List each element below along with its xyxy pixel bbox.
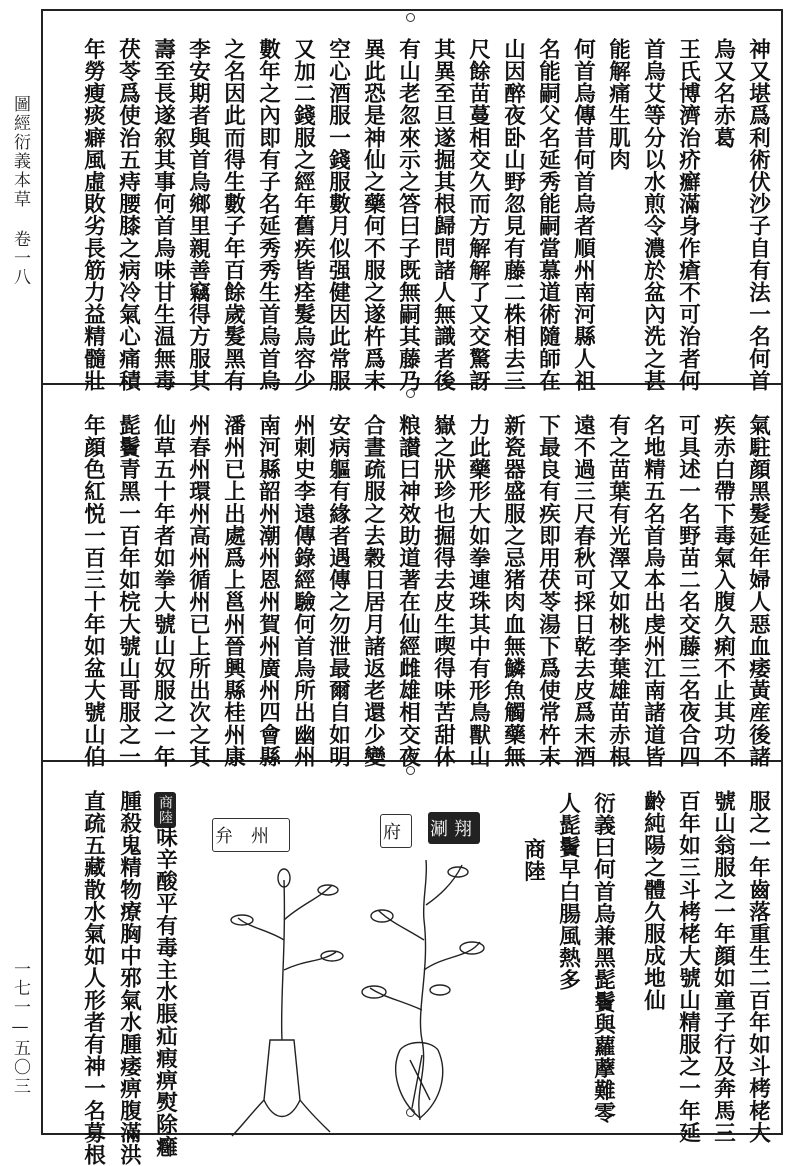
- text-column: 齡純陽之體久服成地仙: [640, 790, 666, 1011]
- text-column: 年勞瘦痰癖風虛敗劣長筋力益精髓壯: [80, 38, 106, 392]
- illustration-label: 弁州: [212, 818, 290, 852]
- text-column: 年顔色紅悦一百三十年如盆大號山伯: [80, 414, 106, 768]
- text-column: 人髭鬢早白腸風熱多: [555, 792, 581, 991]
- text-column: 山因醉夜卧山野忽見有藤二株相去三: [500, 38, 526, 392]
- text-column: 首烏艾等分以水煎令濃於盆內洗之甚: [640, 38, 666, 392]
- text-column: 腫殺鬼精物療胸中邪氣水腫痿痹腹滿洪: [116, 790, 142, 1166]
- text-column: 州刺史李遠傳錄經驗何首烏所出幽州: [290, 414, 316, 768]
- text-column: 又加二錢服之經年舊疾皆痊髮烏容少: [290, 38, 316, 392]
- text-column: 百年如三斗栲栳大號山精服之一年延: [675, 790, 701, 1144]
- text-column: 遠不過三尺春秋可採日乾去皮爲末酒: [570, 414, 596, 768]
- text-column: 仙草五十年者如拳大號山奴服之一年: [150, 414, 176, 768]
- panel-middle: [60, 414, 771, 768]
- text-column: 氣駐顔黑髮延年婦人惡血痿黃産後諸: [745, 414, 771, 768]
- text-column: 直疏五藏散水氣如人形者有神一名募根: [80, 790, 106, 1166]
- text-column: 名地精五名首烏本出虔州江南諸道皆: [640, 414, 666, 768]
- page-number: 一七一—五〇三: [10, 960, 30, 1096]
- text-column: 王氏博濟治疥癬滿身作瘡不可治者何: [675, 38, 701, 392]
- text-column: 可具述一名野苗二名交藤三名夜合四: [675, 414, 701, 768]
- text-column: 何首烏傳昔何首烏者順州南河縣人祖: [570, 38, 596, 392]
- illustration-label: 涮翔: [428, 812, 480, 844]
- text-column: 力此藥形大如拳連珠其中有形鳥獸山: [465, 414, 491, 768]
- panel-top: [60, 38, 771, 392]
- text-column: 名能嗣父名延秀能嗣當慕道術隨師在: [535, 38, 561, 392]
- text-column: 服之一年齒落重生二百年如斗栲栳大: [745, 790, 771, 1144]
- text-column: 有之苗葉有光澤又如桃李葉雄苗赤根: [605, 414, 631, 768]
- text-column: 合晝疏服之去穀日居月諸返老還少變: [360, 414, 386, 768]
- text-column: 其異至旦遂掘其根歸問諸人無識者後: [430, 38, 456, 392]
- text-column: 州春州環州高州循州已上所出次之其: [185, 414, 211, 768]
- text-column: 之名因此而得生數子年百餘歲髮黑有: [220, 38, 246, 392]
- text-column: 疾赤白帶下毒氣入腹久痢不止其功不: [710, 414, 736, 768]
- text-column: 粮讃曰神效助道著在仙經雌雄相交夜: [395, 414, 421, 768]
- text-column: 尺餘苗蔓相交久而方解解了又交驚訝: [465, 38, 491, 392]
- text-column: 髭鬢青黑一百年如梡大號山哥服之一: [115, 414, 141, 768]
- text-column: 有山老忽來示之答曰子既無嗣其藤乃: [395, 38, 421, 392]
- binding-hole: [406, 13, 415, 22]
- text-column: 味辛酸平有毒主水脹疝瘕痹熨除癰: [152, 826, 178, 1158]
- text-column: 烏又名赤葛: [710, 38, 736, 149]
- text-column: 空心酒服一錢服數月似强健因此常服: [325, 38, 351, 392]
- book-title: 圖經衍義本草: [10, 95, 30, 209]
- panel-bottom: [60, 790, 771, 1166]
- volume-label: 卷一八: [10, 230, 30, 287]
- text-column: 嶽之狀珍也掘得去皮生喫得味苦甜休: [430, 414, 456, 768]
- text-column: 茯苓爲使治五痔腰膝之病冷氣心痛積: [115, 38, 141, 392]
- text-column: 異此恐是神仙之藥何不服之遂杵爲末: [360, 38, 386, 392]
- text-column: 南河縣韶州潮州恩州賀州廣州四會縣: [255, 414, 281, 768]
- section-tag: 商陸: [154, 792, 176, 828]
- text-column: 壽至長遂叙其事何首烏味甘生温無毒: [150, 38, 176, 392]
- text-column: 衍義曰何首烏兼黑髭鬢與蘿藦難零: [590, 792, 616, 1124]
- text-column: 潘州已上出處爲上邕州晉興縣桂州康: [220, 414, 246, 768]
- plant-illustration-right: [350, 850, 500, 1130]
- text-column: 數年之內即有子名延秀秀生首烏首烏: [255, 38, 281, 392]
- text-column: 下最良有疾即用茯苓湯下爲使常杵末: [535, 414, 561, 768]
- text-column: 李安期者與首烏鄉里親善竊得方服其: [185, 38, 211, 392]
- text-column: 號山翁服之一年顔如童子行及奔馬三: [710, 790, 736, 1144]
- herb-title: 商陸: [520, 838, 546, 883]
- text-column: 新瓷器盛服之忌猪肉血無鱗魚觸藥無: [500, 414, 526, 768]
- text-column: 安病軀有緣者遇傳之勿泄最爾自如明: [325, 414, 351, 768]
- plant-illustration-left: [220, 860, 350, 1140]
- illustration-label: 府: [380, 814, 412, 848]
- text-column: 神又堪爲利術伏沙子自有法一名何首: [745, 38, 771, 392]
- text-column: 能解痛生肌肉: [605, 38, 631, 171]
